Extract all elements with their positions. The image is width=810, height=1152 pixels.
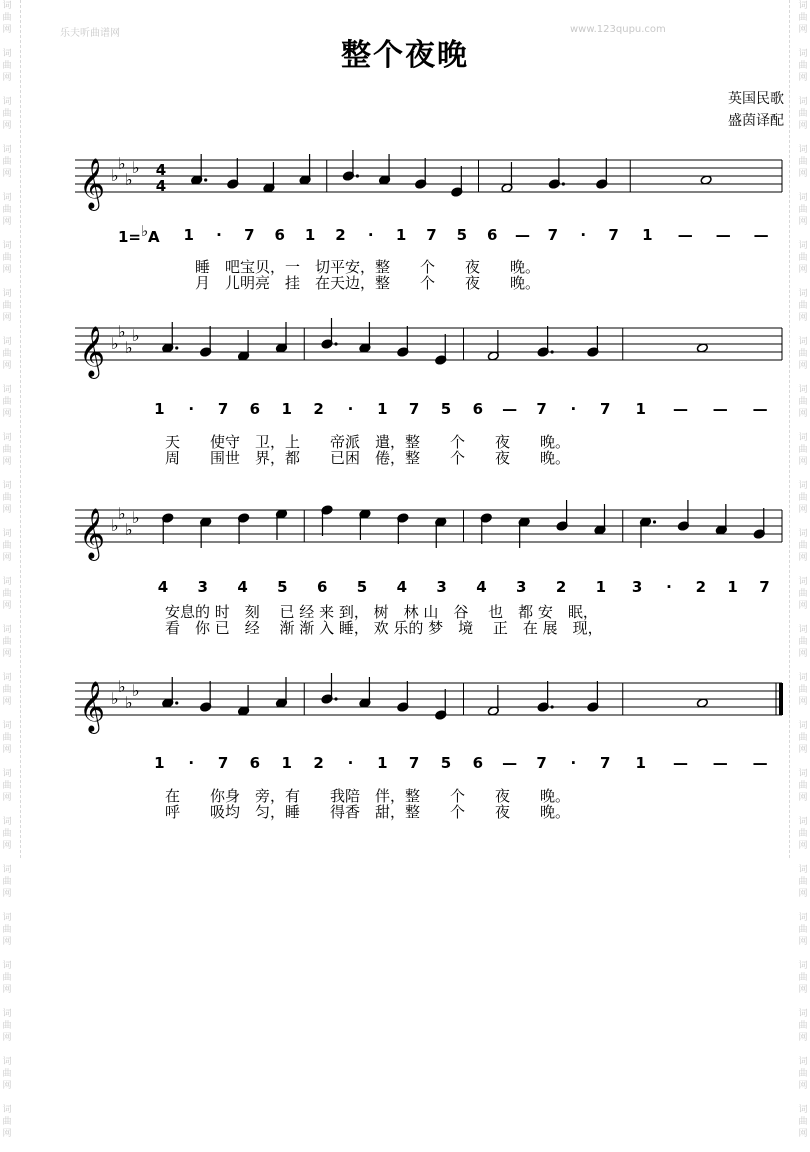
jianpu-note: 7 (408, 754, 420, 772)
lyric-line-2: 呼 吸均 匀，睡 得香 甜，整 个 夜 晚。 (165, 803, 571, 821)
jianpu-note: 7 (600, 400, 611, 418)
jianpu-note: 3 (516, 578, 527, 596)
lyric-line-1: 天 使守 卫，上 帝派 遣，整 个 夜 晚。 (165, 433, 571, 451)
jianpu-note: 5 (456, 226, 468, 244)
credit-translator: 盛茵译配 (728, 113, 784, 129)
dot (562, 182, 565, 185)
jianpu-note: 5 (440, 400, 452, 418)
jianpu-note: 7 (536, 754, 547, 772)
staff-3 (75, 504, 782, 561)
dot (204, 178, 207, 181)
jianpu-note: — (502, 400, 518, 418)
dot (551, 705, 554, 708)
flat-sign: ♭ (118, 322, 126, 341)
jianpu-note: 2 (313, 754, 324, 772)
jianpu-note: 6 (316, 578, 328, 596)
jianpu-note: · (367, 226, 374, 244)
flat-sign: ♭ (111, 334, 119, 353)
treble-clef: 𝄞 (79, 508, 106, 559)
jianpu-note: · (570, 754, 577, 772)
left-watermark-column: 词 曲 网 词 曲 网 词 曲 网 词 曲 网 词 曲 网 词 曲 网 词 曲 网 词 曲 网 词 曲 网 词 曲 网 词 曲 网 词 曲 网 词 曲 网 词 曲 网 词 曲 网 词 曲 网 词 曲 网 词 曲 网 词 曲 网 词 曲 网 词 曲 网 词 曲 网 词 曲 网 词 曲 网 (2, 1, 12, 1139)
jianpu-note: 7 (600, 754, 611, 772)
jianpu-note: 1 (595, 578, 607, 596)
jianpu-note: — (752, 754, 768, 772)
jianpu-note: 6 (472, 400, 484, 418)
jianpu-note: 1 (281, 400, 292, 418)
jianpu-note: 1 (642, 226, 653, 244)
jianpu-note: — (502, 754, 518, 772)
right-watermark-column: 词 曲 网 词 曲 网 词 曲 网 词 曲 网 词 曲 网 词 曲 网 词 曲 网 词 曲 网 词 曲 网 词 曲 网 词 曲 网 词 曲 网 词 曲 网 词 曲 网 词 曲 网 词 曲 网 词 曲 网 词 曲 网 词 曲 网 词 曲 网 词 曲 网 词 曲 网 词 曲 网 词 曲 网 (798, 1, 808, 1139)
jianpu-note: 7 (244, 226, 255, 244)
jianpu-note: 7 (217, 400, 229, 418)
jianpu-note: 1 (377, 754, 388, 772)
lyric-line-1: 安息的 时 刻 已 经 来 到， 树 林 山 谷 也 都 安 眠， (165, 603, 598, 621)
jianpu-note: 5 (356, 578, 368, 596)
jianpu-note: 4 (476, 578, 487, 596)
jianpu-note: 4 (396, 578, 408, 596)
jianpu-note: 6 (486, 226, 498, 244)
jianpu-note: 1 (377, 400, 388, 418)
jianpu-note: · (666, 578, 672, 596)
jianpu-note: 7 (426, 226, 437, 244)
jianpu-note: — (515, 226, 531, 244)
jianpu-note: — (672, 400, 688, 418)
watermark-right: www.123qupu.com (570, 24, 666, 35)
time-signature-top: 4 (155, 161, 167, 179)
jianpu-note: 7 (608, 226, 619, 244)
jianpu-note: 7 (547, 226, 559, 244)
dot (653, 520, 656, 523)
flat-sign: ♭ (111, 166, 119, 185)
staff-4 (75, 677, 783, 734)
jianpu-note: 1 (727, 578, 738, 596)
final-barline-thick (779, 683, 783, 715)
jianpu-note: 7 (536, 400, 547, 418)
lyric-line-1: 在 你身 旁，有 我陪 伴，整 个 夜 晚。 (165, 787, 571, 805)
jianpu-note: 3 (436, 578, 447, 596)
jianpu-note: 1 (183, 226, 194, 244)
flat-sign: ♭ (132, 158, 140, 177)
flat-sign: ♭ (125, 520, 133, 539)
lyric-line-1: 睡 吧宝贝，一 切平安，整 个 夜 晚。 (195, 258, 541, 276)
dot (551, 350, 554, 353)
jianpu-note: 7 (759, 578, 770, 596)
jianpu-note: 6 (472, 754, 484, 772)
jianpu-note: 1 (395, 226, 407, 244)
jianpu-note: 5 (277, 578, 288, 596)
jianpu-note: 2 (555, 578, 567, 596)
dot (356, 174, 359, 177)
jianpu-note: — (712, 754, 728, 772)
jianpu-note: · (570, 400, 577, 418)
jianpu-note: — (677, 226, 693, 244)
jianpu-note: 5 (440, 754, 452, 772)
jianpu-note: 2 (313, 400, 324, 418)
jianpu-note: · (188, 400, 195, 418)
jianpu-note: 3 (197, 578, 208, 596)
jianpu-note: · (580, 226, 587, 244)
treble-clef: 𝄞 (79, 681, 106, 732)
jianpu-note: 1 (635, 754, 646, 772)
jianpu-note: 6 (249, 754, 261, 772)
jianpu-note: · (216, 226, 222, 244)
flat-sign: ♭ (132, 326, 140, 345)
treble-clef: 𝄞 (79, 158, 106, 209)
jianpu-note: 7 (408, 400, 420, 418)
key-note: A (148, 228, 160, 246)
flat-sign: ♭ (125, 338, 133, 357)
jianpu-note: 1 (304, 226, 316, 244)
jianpu-note: — (715, 226, 731, 244)
dot (175, 701, 178, 704)
flat-sign: ♭ (132, 681, 140, 700)
key-flat: ♭ (141, 222, 149, 240)
jianpu-note: 3 (631, 578, 643, 596)
jianpu-note: · (347, 400, 354, 418)
key-label: 1= (118, 228, 142, 246)
flat-sign: ♭ (118, 677, 126, 696)
lyric-line-2: 看 你 已 经 渐 渐 入 睡， 欢 乐的 梦 境 正 在 展 现， (165, 619, 603, 637)
jianpu-note: 7 (217, 754, 229, 772)
jianpu-note: 2 (335, 226, 346, 244)
flat-sign: ♭ (125, 170, 133, 189)
flat-sign: ♭ (111, 516, 119, 535)
jianpu-note: 4 (157, 578, 169, 596)
flat-sign: ♭ (118, 154, 126, 173)
flat-sign: ♭ (125, 693, 133, 712)
time-signature-bottom: 4 (155, 177, 167, 195)
staff-2 (75, 322, 782, 379)
lyric-line-2: 周 围世 界，都 已困 倦，整 个 夜 晚。 (165, 449, 571, 467)
jianpu-note: 1 (154, 400, 165, 418)
jianpu-note: 1 (154, 754, 165, 772)
flat-sign: ♭ (111, 689, 119, 708)
dot (175, 346, 178, 349)
jianpu-note: 4 (237, 578, 248, 596)
jianpu-note: 2 (695, 578, 707, 596)
flat-sign: ♭ (118, 504, 126, 523)
lyric-line-2: 月 儿明亮 挂 在天边，整 个 夜 晚。 (195, 274, 541, 292)
jianpu-note: · (347, 754, 354, 772)
jianpu-note: 6 (249, 400, 261, 418)
jianpu-note: 1 (635, 400, 646, 418)
jianpu-note: — (672, 754, 688, 772)
treble-clef: 𝄞 (79, 326, 106, 377)
flat-sign: ♭ (132, 508, 140, 527)
watermark-left: 乐夫听曲谱网 (60, 28, 120, 39)
song-title: 整个夜晚 (341, 38, 469, 73)
jianpu-note: — (753, 226, 769, 244)
dot (334, 697, 337, 700)
jianpu-note: · (188, 754, 195, 772)
credit-origin: 英国民歌 (728, 91, 784, 107)
jianpu-note: 6 (274, 226, 285, 244)
jianpu-note: — (752, 400, 768, 418)
staff-1 (75, 154, 782, 211)
dot (334, 342, 337, 345)
jianpu-note: 1 (281, 754, 292, 772)
jianpu-note: — (712, 400, 728, 418)
